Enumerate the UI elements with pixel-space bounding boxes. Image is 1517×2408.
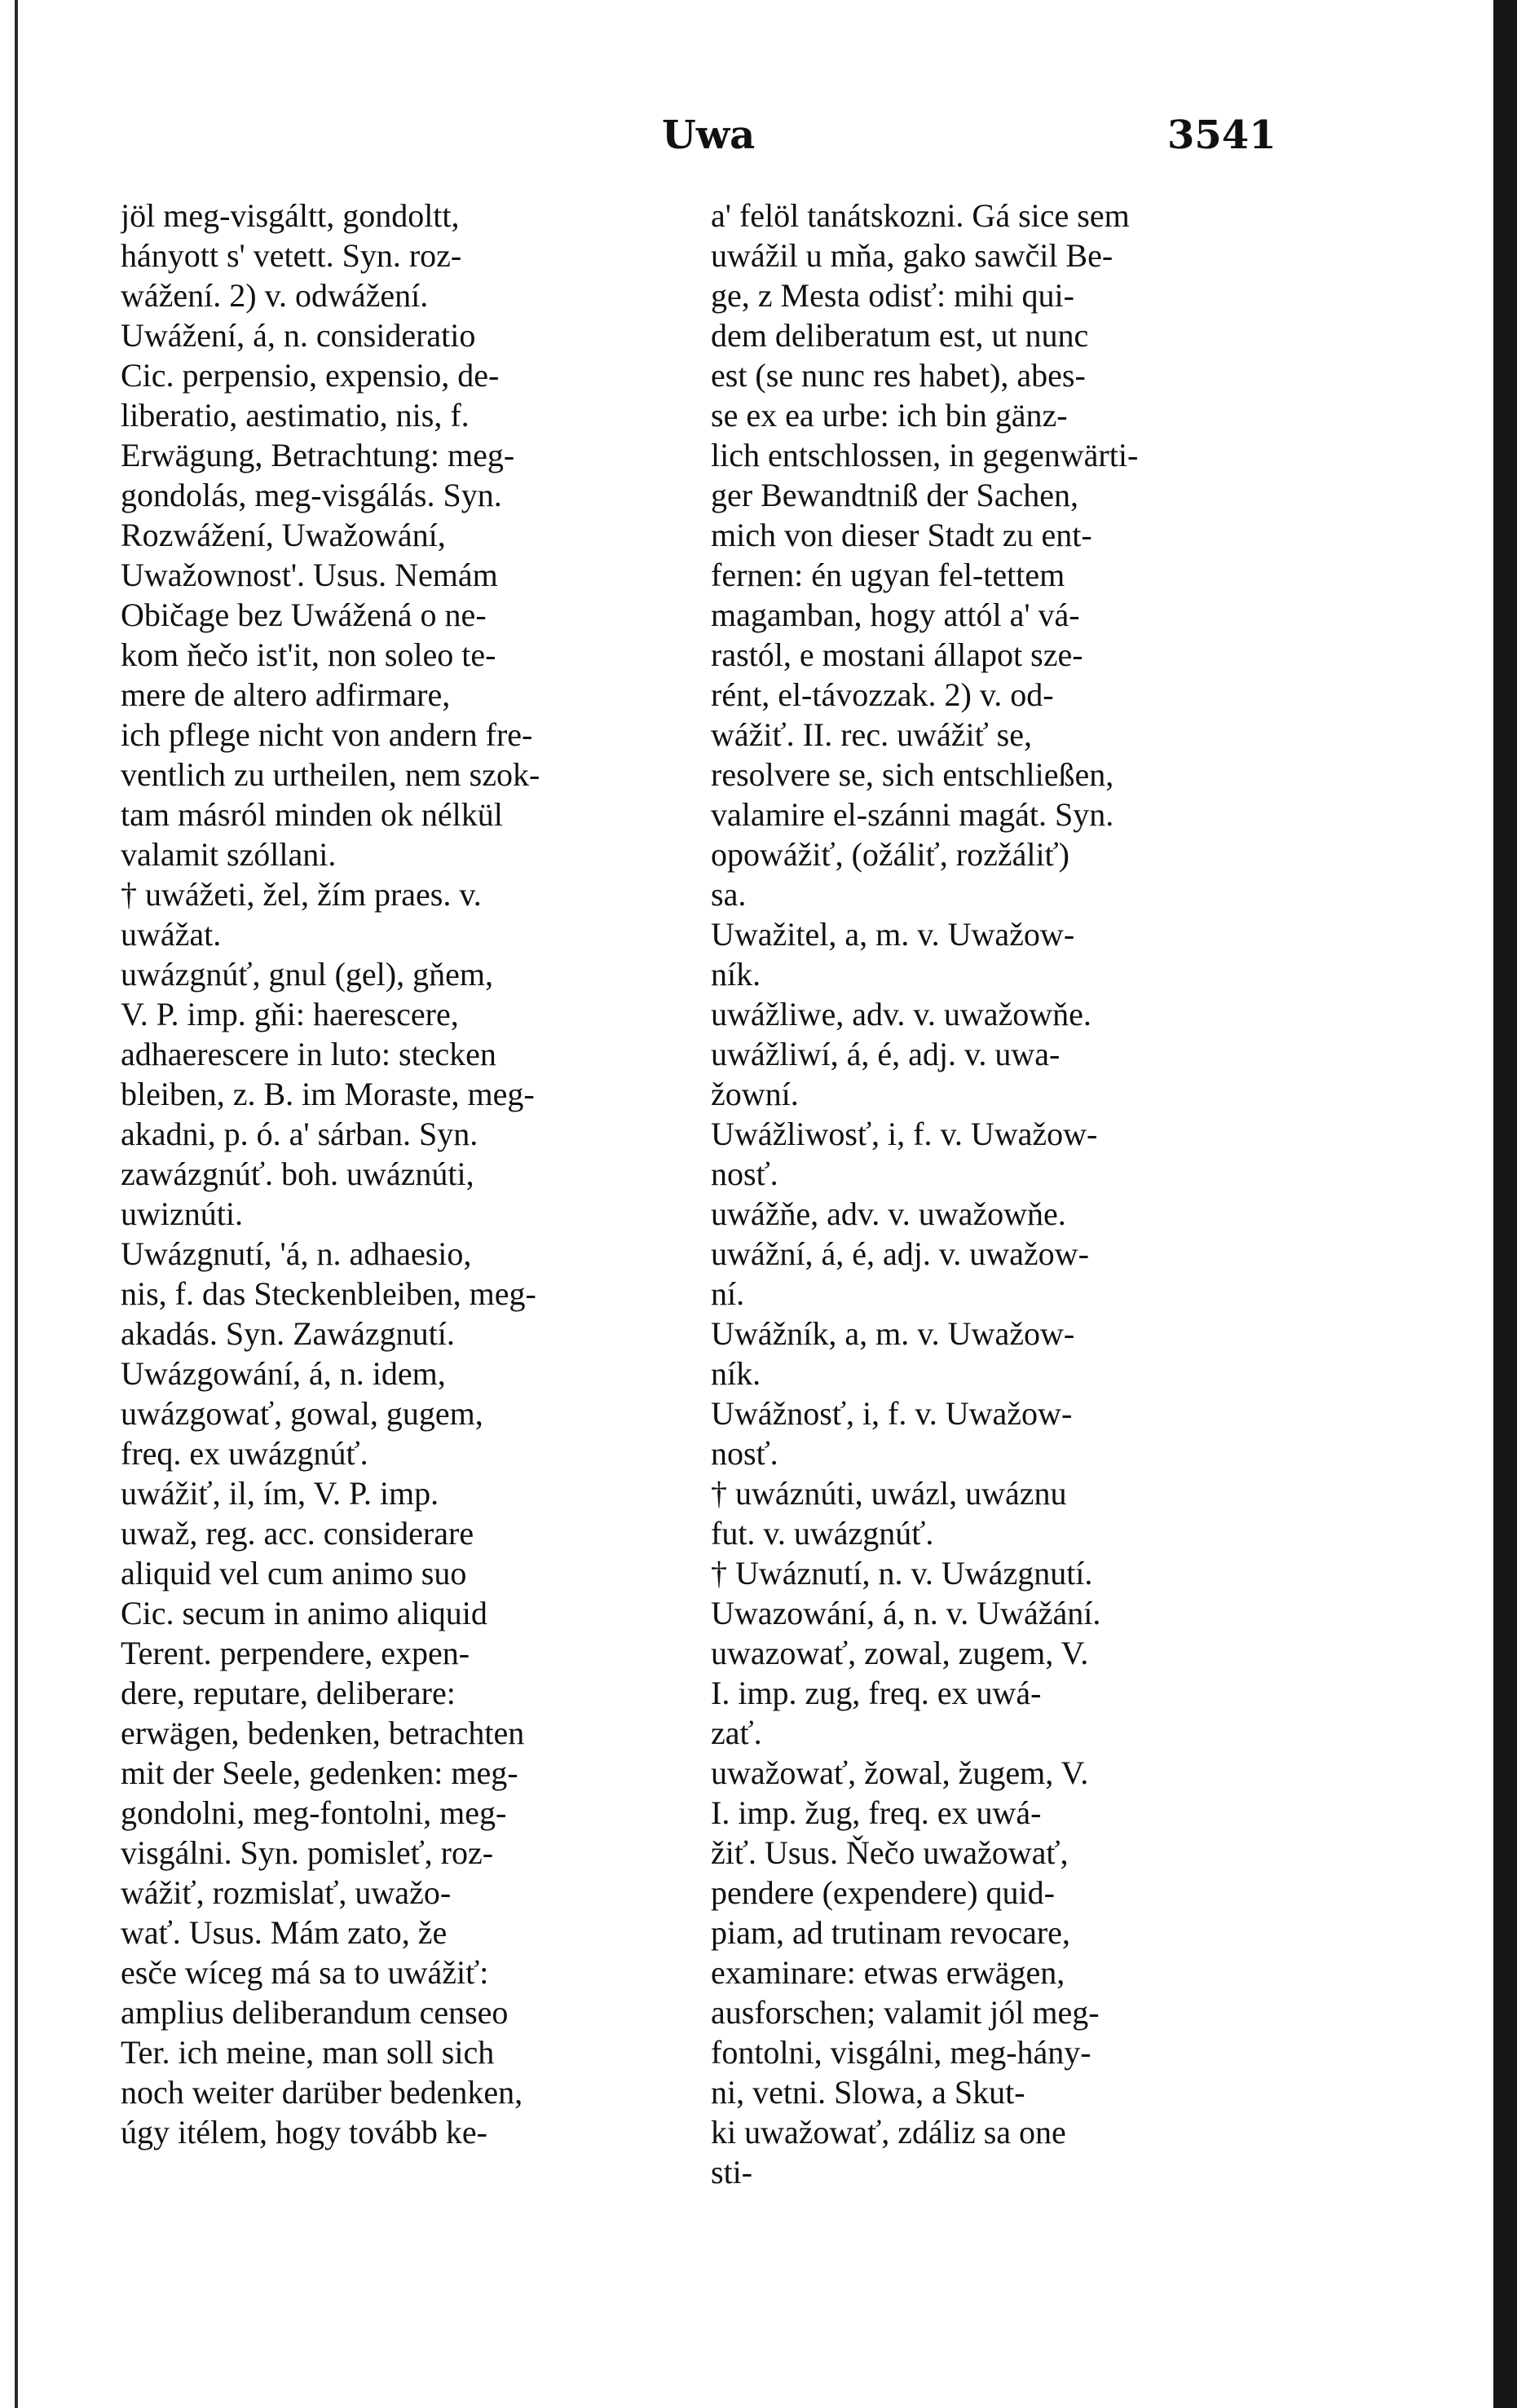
- dictionary-line: Uwázgowání, á, n. idem,: [121, 1355, 446, 1392]
- page-header: [0, 104, 1493, 161]
- dictionary-line: úgy itélem, hogy tovább ke-: [121, 2114, 487, 2150]
- dictionary-line: uwažowať, žowal, žugem, V.: [711, 1754, 1089, 1791]
- dictionary-line: zať.: [711, 1715, 762, 1751]
- dictionary-line: ki uwažowať, zdáliz sa one: [711, 2114, 1066, 2150]
- dictionary-line: kom ňečo ist'it, non soleo te-: [121, 636, 496, 673]
- dictionary-line: uwážní, á, é, adj. v. uwažow-: [711, 1235, 1089, 1272]
- dictionary-line: noch weiter darüber bedenken,: [121, 2074, 523, 2111]
- dictionary-line: amplius deliberandum censeo: [121, 1994, 509, 2031]
- dictionary-line: wať. Usus. Mám zato, že: [121, 1914, 448, 1951]
- right-column: [711, 196, 1318, 2192]
- page-gutter-edge: [15, 0, 18, 2408]
- dictionary-line: † uwáznúti, uwázl, uwáznu: [711, 1475, 1067, 1512]
- dictionary-line: opowážiť, (ožáliť, rozžáliť): [711, 836, 1069, 873]
- dictionary-line: nis, f. das Steckenbleiben, meg-: [121, 1275, 536, 1312]
- dictionary-line: ausforschen; valamit jól meg-: [711, 1994, 1100, 2031]
- dictionary-line: mich von dieser Stadt zu ent-: [711, 517, 1092, 553]
- dictionary-line: Uwážnosť, i, f. v. Uwažow-: [711, 1395, 1073, 1432]
- dictionary-line: erwägen, bedenken, betrachten: [121, 1715, 525, 1751]
- dictionary-line: uwážiť, il, ím, V. P. imp.: [121, 1475, 439, 1512]
- dictionary-line: Erwägung, Betrachtung: meg-: [121, 437, 515, 473]
- dictionary-line: sti-: [711, 2154, 753, 2190]
- dictionary-line: valamire el-szánni magát. Syn.: [711, 796, 1114, 833]
- page-fore-edge: [1493, 0, 1517, 2408]
- dictionary-line: wážení. 2) v. odwážení.: [121, 277, 429, 314]
- dictionary-line: Terent. perpendere, expen-: [121, 1635, 470, 1671]
- dictionary-line: ník.: [711, 956, 761, 993]
- dictionary-line: Uwažownost'. Usus. Nemám: [121, 557, 498, 593]
- dictionary-line: ge, z Mesta odisť: mihi qui-: [711, 277, 1074, 314]
- dictionary-line: piam, ad trutinam revocare,: [711, 1914, 1070, 1951]
- dictionary-line: uwážliwe, adv. v. uwažowňe.: [711, 996, 1091, 1032]
- dictionary-line: gondolás, meg-visgálás. Syn.: [121, 477, 502, 513]
- dictionary-line: Uwážliwosť, i, f. v. Uwažow-: [711, 1116, 1098, 1152]
- dictionary-line: dere, reputare, deliberare:: [121, 1675, 456, 1711]
- dictionary-line: akadás. Syn. Zawázgnutí.: [121, 1315, 455, 1352]
- dictionary-line: pendere (expendere) quid-: [711, 1874, 1055, 1911]
- dictionary-line: uwážil u mňa, gako sawčil Be-: [711, 237, 1113, 274]
- dictionary-line: uwiznúti.: [121, 1195, 243, 1232]
- dictionary-line: jöl meg-visgáltt, gondoltt,: [121, 197, 460, 234]
- dictionary-line: Rozwážení, Uwažowání,: [121, 517, 446, 553]
- dictionary-line: examinare: etwas erwägen,: [711, 1954, 1065, 1991]
- dictionary-line: ni, vetni. Slowa, a Skut-: [711, 2074, 1025, 2111]
- dictionary-line: magamban, hogy attól a' vá-: [711, 596, 1080, 633]
- running-head: Uwa: [662, 112, 756, 158]
- dictionary-line: uwážat.: [121, 916, 222, 953]
- dictionary-line: bleiben, z. B. im Moraste, meg-: [121, 1076, 535, 1112]
- dictionary-line: uwážliwí, á, é, adj. v. uwa-: [711, 1036, 1061, 1072]
- dictionary-line: se ex ea urbe: ich bin gänz-: [711, 397, 1068, 434]
- dictionary-line: ní.: [711, 1275, 745, 1312]
- dictionary-line: sa.: [711, 876, 747, 913]
- dictionary-line: adhaerescere in luto: stecken: [121, 1036, 496, 1072]
- dictionary-line: zawázgnúť. boh. uwáznúti,: [121, 1156, 474, 1192]
- dictionary-line: Cic. secum in animo aliquid: [121, 1595, 487, 1631]
- dictionary-line: a' felöl tanátskozni. Gá sice sem: [711, 197, 1130, 234]
- dictionary-line: uwazowať, zowal, zugem, V.: [711, 1635, 1089, 1671]
- dictionary-line: ger Bewandtniß der Sachen,: [711, 477, 1078, 513]
- dictionary-line: freq. ex uwázgnúť.: [121, 1435, 368, 1472]
- dictionary-line: gondolni, meg-fontolni, meg-: [121, 1794, 507, 1831]
- dictionary-line: † Uwáznutí, n. v. Uwázgnutí.: [711, 1555, 1093, 1591]
- dictionary-line: mit der Seele, gedenken: meg-: [121, 1754, 518, 1791]
- dictionary-line: nosť.: [711, 1435, 778, 1472]
- dictionary-line: lich entschlossen, in gegenwärti-: [711, 437, 1139, 473]
- dictionary-line: dem deliberatum est, ut nunc: [711, 317, 1089, 354]
- dictionary-line: visgálni. Syn. pomisleť, roz-: [121, 1834, 494, 1871]
- dictionary-line: fontolni, visgálni, meg-hány-: [711, 2034, 1091, 2071]
- dictionary-line: ventlich zu urtheilen, nem szok-: [121, 756, 540, 793]
- dictionary-line: wážiť. II. rec. uwážiť se,: [711, 716, 1032, 753]
- dictionary-line: valamit szóllani.: [121, 836, 337, 873]
- dictionary-line: akadni, p. ó. a' sárban. Syn.: [121, 1116, 478, 1152]
- dictionary-line: resolvere se, sich entschließen,: [711, 756, 1114, 793]
- dictionary-line: žiť. Usus. Ňečo uwažowať,: [711, 1834, 1069, 1871]
- dictionary-line: Ter. ich meine, man soll sich: [121, 2034, 495, 2071]
- dictionary-line: nosť.: [711, 1156, 778, 1192]
- dictionary-line: est (se nunc res habet), abes-: [711, 357, 1086, 394]
- dictionary-line: Uwazowání, á, n. v. Uwážání.: [711, 1595, 1101, 1631]
- dictionary-line: žowní.: [711, 1076, 799, 1112]
- dictionary-line: uwaž, reg. acc. considerare: [121, 1515, 474, 1552]
- dictionary-line: Uwázgnutí, 'á, n. adhaesio,: [121, 1235, 472, 1272]
- dictionary-line: esče wíceg má sa to uwážiť:: [121, 1954, 489, 1991]
- dictionary-line: mere de altero adfirmare,: [121, 676, 451, 713]
- dictionary-line: hányott s' vetett. Syn. roz-: [121, 237, 462, 274]
- dictionary-line: ich pflege nicht von andern fre-: [121, 716, 533, 753]
- dictionary-line: liberatio, aestimatio, nis, f.: [121, 397, 470, 434]
- dictionary-line: Cic. perpensio, expensio, de-: [121, 357, 500, 394]
- dictionary-line: uwázgowať, gowal, gugem,: [121, 1395, 483, 1432]
- dictionary-line: I. imp. žug, freq. ex uwá-: [711, 1794, 1042, 1831]
- dictionary-line: ník.: [711, 1355, 761, 1392]
- dictionary-line: tam másról minden ok nélkül: [121, 796, 503, 833]
- dictionary-line: uwážňe, adv. v. uwažowňe.: [711, 1195, 1066, 1232]
- left-column: [121, 196, 728, 2152]
- dictionary-line: wážiť, rozmislať, uwažo-: [121, 1874, 452, 1911]
- dictionary-line: † uwážeti, žel, žím praes. v.: [121, 876, 482, 913]
- dictionary-line: Uwažitel, a, m. v. Uwažow-: [711, 916, 1075, 953]
- dictionary-line: fernen: én ugyan fel-tettem: [711, 557, 1065, 593]
- dictionary-line: I. imp. zug, freq. ex uwá-: [711, 1675, 1042, 1711]
- page-number: 3541: [1167, 112, 1277, 158]
- dictionary-line: uwázgnúť, gnul (gel), gňem,: [121, 956, 493, 993]
- dictionary-line: Uwážník, a, m. v. Uwažow-: [711, 1315, 1075, 1352]
- dictionary-line: aliquid vel cum animo suo: [121, 1555, 467, 1591]
- dictionary-line: V. P. imp. gňi: haerescere,: [121, 996, 459, 1032]
- dictionary-line: Uwážení, á, n. consideratio: [121, 317, 476, 354]
- dictionary-line: Običage bez Uwážená o ne-: [121, 596, 487, 633]
- dictionary-line: fut. v. uwázgnúť.: [711, 1515, 934, 1552]
- dictionary-line: rént, el-távozzak. 2) v. od-: [711, 676, 1054, 713]
- dictionary-line: rastól, e mostani állapot sze-: [711, 636, 1083, 673]
